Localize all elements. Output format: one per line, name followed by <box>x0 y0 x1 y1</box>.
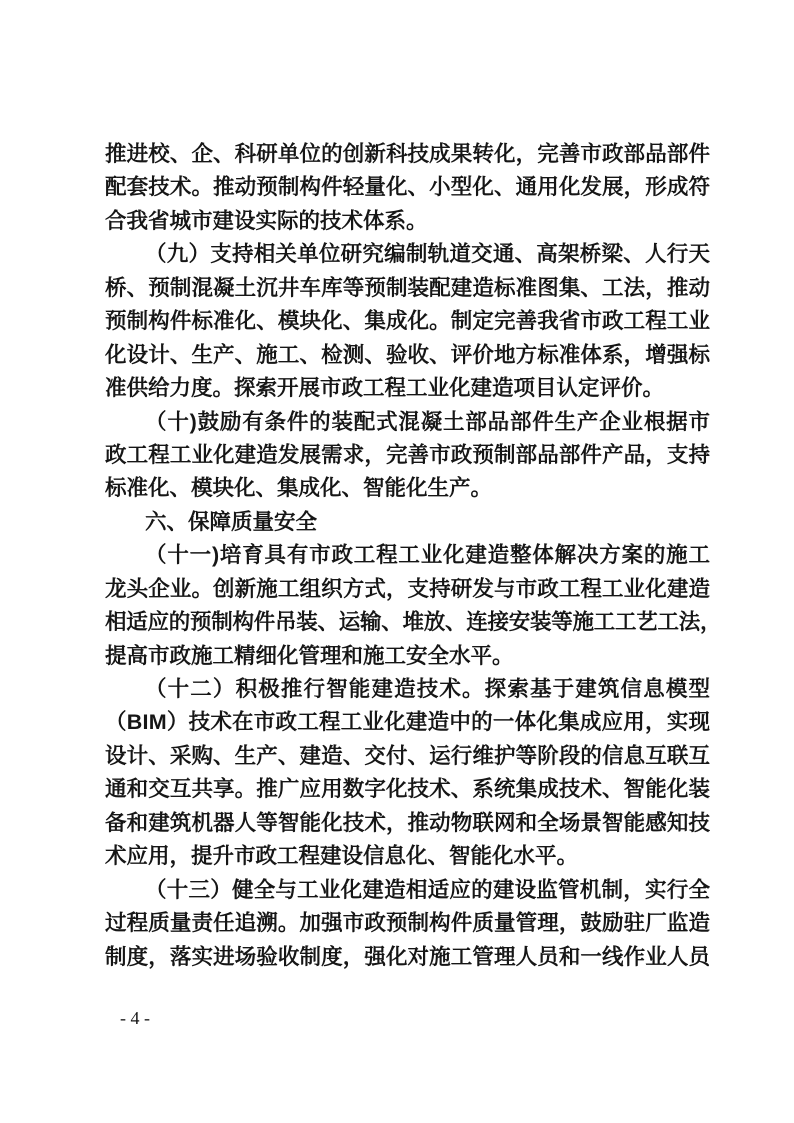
text-line: （十三）健全与工业化建造相适应的建设监管机制，实行全 <box>145 877 711 902</box>
text-line: 术应用，提升市政工程建设信息化、智能化水平。 <box>105 844 579 869</box>
text-line: 标准化、模块化、集成化、智能化生产。 <box>105 476 493 501</box>
text-line: （BIM）技术在市政工程工业化建造中的一体化集成应用，实现 <box>105 710 711 735</box>
text-line: 推进校、企、科研单位的创新科技成果转化，完善市政部品部件 <box>105 142 711 166</box>
text-line: 通和交互共享。推广应用数字化技术、系统集成技术、智能化装 <box>105 777 711 802</box>
text-line: （十一)培育具有市政工程工业化建造整体解决方案的施工 <box>145 543 711 568</box>
text-line: 准供给力度。探索开展市政工程工业化建造项目认定评价。 <box>105 376 665 401</box>
text-line: 备和建筑机器人等智能化技术，推动物联网和全场景智能感知技 <box>105 810 711 835</box>
text-line: 预制构件标准化、模块化、集成化。制定完善我省市政工程工业 <box>105 309 711 334</box>
text-line: 相适应的预制构件吊装、运输、堆放、连接安装等施工工艺工法， <box>105 610 722 635</box>
text-line: （九）支持相关单位研究编制轨道交通、高架桥梁、人行天 <box>145 242 711 267</box>
page-number: - 4 - <box>120 1008 150 1028</box>
text-line: （十)鼓励有条件的装配式混凝土部品部件生产企业根据市 <box>145 409 711 434</box>
text-line: 桥、预制混凝土沉井车库等预制装配建造标准图集、工法，推动 <box>105 275 711 300</box>
text-line: 政工程工业化建造发展需求，完善市政预制部品部件产品，支持 <box>105 442 711 467</box>
text-line: 龙头企业。创新施工组织方式，支持研发与市政工程工业化建造 <box>105 576 711 601</box>
text-line: 制度，落实进场验收制度，强化对施工管理人员和一线作业人员 <box>105 944 711 969</box>
text-line: 合我省城市建设实际的技术体系。 <box>105 208 428 233</box>
document-body <box>105 138 722 974</box>
text-line: 设计、采购、生产、建造、交付、运行维护等阶段的信息互联互 <box>105 743 711 768</box>
text-line: 配套技术。推动预制构件轻量化、小型化、通用化发展，形成符 <box>105 175 711 200</box>
text-line: （十二）积极推行智能建造技术。探索基于建筑信息模型 <box>145 677 712 701</box>
text-line: 过程质量责任追溯。加强市政预制构件质量管理，鼓励驻厂监造 <box>105 911 711 936</box>
text-line: 化设计、生产、施工、检测、验收、评价地方标准体系，增强标 <box>105 342 711 367</box>
section-heading: 六、保障质量安全 <box>145 509 318 534</box>
text-line: 提高市政施工精细化管理和施工安全水平。 <box>105 643 514 668</box>
